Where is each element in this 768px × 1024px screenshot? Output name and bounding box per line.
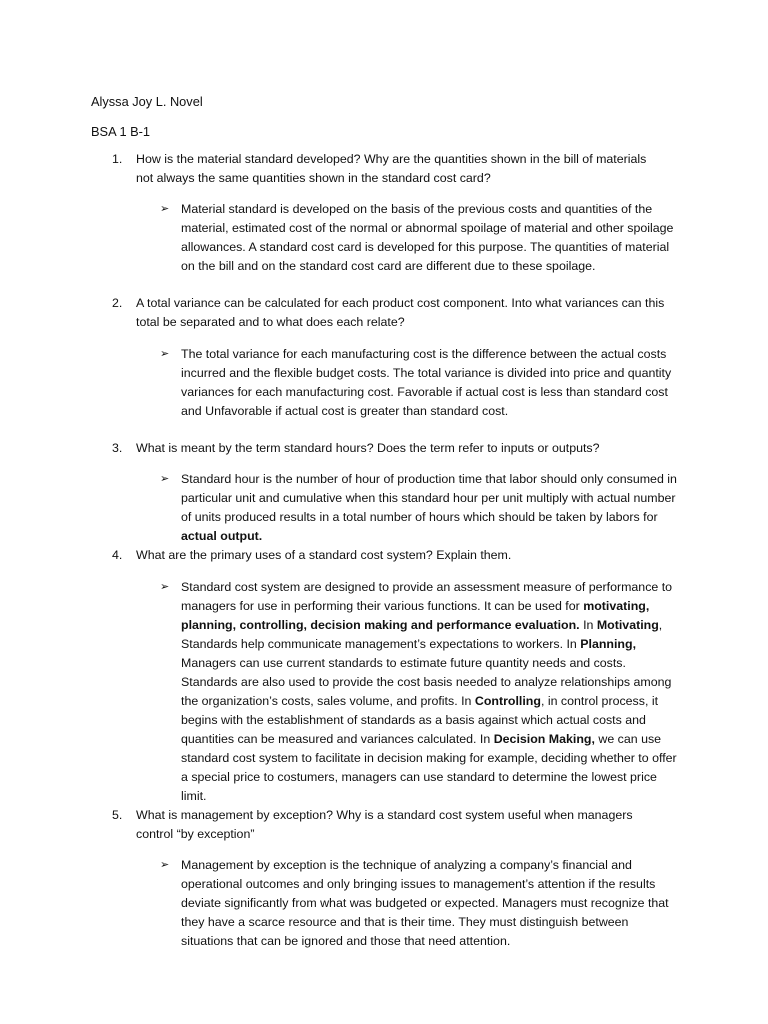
question-text: A total variance can be calculated for each product cost component. Into what variances can this total be separated and to what does each relate?	[136, 296, 665, 330]
answer-run: Management by exception is the technique of analyzing a company’s financial and operational outcomes and only bringing issues to management’s attention if the results deviate significantly from what was budgeted or expected. Managers must recognize that they have a scarce resource and that is their time. They must distinguish between situations that can be ignored and those that need attention.	[181, 857, 669, 948]
arrow-bullet-icon: ➢	[160, 347, 170, 360]
answer-run: Material standard is developed on the basis of the previous costs and quantities of the material, estimated cost of the normal or abnormal spoilage of material and other spoilage allowances. A standard cost card is developed for this purpose. The quantities of material on the bill and on the standard cost card are different due to these spoilage.	[181, 202, 674, 274]
answer-bold-run: actual output.	[181, 529, 263, 544]
answer-run: The total variance for each manufacturing cost is the difference between the actual costs incurred and the flexible budget costs. The total variance is divided into price and quantity variances for each manufacturing cost. Favorable if actual cost is less than standard cost and Unfavorable if actual cost is greater than standard cost.	[181, 346, 672, 418]
question-text: What is management by exception? Why is a standard cost system useful when managers control “by exception”	[136, 807, 633, 841]
arrow-bullet-icon: ➢	[160, 580, 170, 593]
course-section: BSA 1 B-1	[91, 124, 151, 139]
answer-text	[181, 345, 681, 421]
question-text: How is the material standard developed? Why are the quantities shown in the bill of materials not always the same quantities shown in the standard cost card?	[136, 152, 647, 185]
question-text: What are the primary uses of a standard cost system? Explain them.	[136, 548, 512, 563]
question-number: 1.	[112, 152, 123, 166]
answer-run: , Standards help communicate management’s expectations to workers. In	[181, 617, 663, 651]
answer-bold-run: Decision Making,	[493, 731, 595, 746]
answer-text	[181, 470, 681, 546]
question-number: 3.	[112, 440, 123, 455]
arrow-bullet-icon: ➢	[160, 473, 170, 486]
question-text: What is meant by the term standard hours? Does the term refer to inputs or outputs?	[136, 440, 600, 455]
answer-text	[181, 856, 681, 951]
question-number: 2.	[112, 296, 123, 311]
answer-run: we can use standard cost system to facilitate in decision making for example, deciding whether to offer a special price to costumers, managers can use standard to determine the lowest price limit.	[181, 731, 677, 803]
answer-row	[0, 578, 768, 806]
arrow-bullet-icon: ➢	[160, 858, 170, 871]
answer-run: Standard cost system are designed to provide an assessment measure of performance to managers for use in performing their various functions. It can be used for	[181, 579, 673, 613]
arrow-bullet-icon: ➢	[160, 203, 170, 216]
answer-text	[181, 200, 681, 276]
question-number: 4.	[112, 548, 123, 563]
answer-run: In	[579, 617, 597, 632]
question-number: 5.	[112, 807, 123, 822]
question-item-4	[0, 546, 768, 805]
author-name: Alyssa Joy L. Novel	[91, 94, 203, 109]
answer-text	[181, 578, 681, 806]
question-item-3	[0, 439, 768, 546]
question-list	[0, 150, 768, 951]
answer-bold-run: Planning,	[580, 636, 637, 651]
answer-bold-run: Motivating	[596, 617, 659, 632]
question-item-2	[0, 294, 768, 420]
answer-run: , in control process, it begins with the establishment of standards as a basis against which actual costs and quantities can be measured and variances calculated. In	[181, 693, 659, 746]
answer-row	[0, 470, 768, 546]
answer-row	[0, 856, 768, 951]
question-item-1	[0, 150, 768, 276]
answer-bold-run: Controlling	[474, 693, 541, 708]
answer-run: Managers can use current standards to estimate future quantity needs and costs. Standards are also used to provide the cost basis needed to analyze relationships among the organization’s costs, sales volume, and profits. In	[181, 655, 672, 708]
answer-bold-run: motivating, planning, controlling, decision making and performance evaluation.	[181, 598, 650, 632]
answer-run: Standard hour is the number of hour of production time that labor should only consumed in particular unit and cumulative when this standard hour per unit multiply with actual number of units produced results in a total number of hours which should be taken by labors for	[181, 472, 677, 525]
answer-row	[0, 345, 768, 421]
question-item-5	[0, 806, 768, 951]
answer-row	[0, 200, 768, 276]
